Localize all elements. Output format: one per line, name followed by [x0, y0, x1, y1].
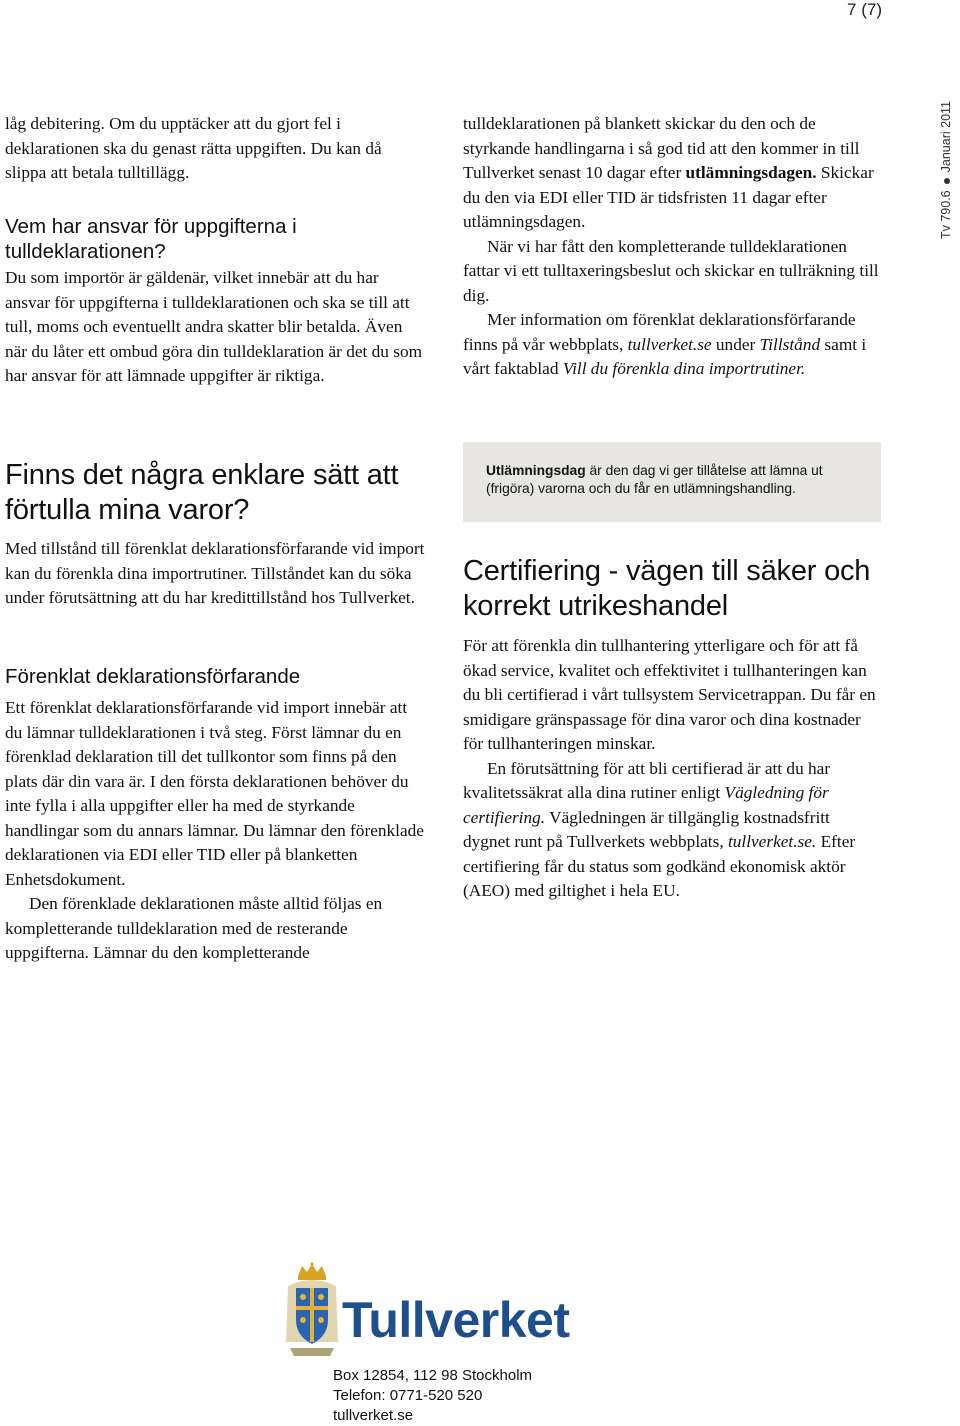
- document-date: Januari 2011: [939, 101, 953, 173]
- certification-paragraph-1: För att förenkla din tullhantering ytterligare och för att få ökad service, kvalitet och effektivitet i tullhanteringen kan du bli certifierad i vårt tullsystem Servicetrappan. Du får en smidigare gränspassage för dina varor och dina kostnader för tullhanteringen minskar.: [463, 636, 876, 753]
- document-code: Tv 790.6: [939, 190, 953, 239]
- website-url[interactable]: tullverket.se: [333, 1407, 414, 1424]
- simplified-paragraph-1: Ett förenklat deklarationsförfarande vid import innebär att du lämnar tulldeklarationen i två steg. Först lämnar du en förenklad deklaration till det tullkontor som finns på den plats där din vara är. I den första deklarationen behöver du inte fylla i alla uppgifter eller ha med de styrkande handlingar som du annars lämnar. Du lämnar den förenklade deklarationen via EDI eller TID eller på blanketten Enhetsdokument.: [5, 698, 424, 889]
- separator-dot-icon: [944, 178, 950, 184]
- postal-address: Box 12854, 112 98 Stockholm: [333, 1367, 533, 1384]
- simpler-paragraph: Med tillstånd till förenklat deklarationsförfarande vid import kan du förenkla dina importrutiner. Tillståndet kan du söka under förutsättning att du har kredittillstånd hos Tullverket.: [5, 539, 425, 607]
- more-info-paragraph: Mer information om förenklat deklarationsförfarande finns på vår webbplats, tullverket.se under Tillstånd samt i vårt faktablad Vill du förenkla dina importrutiner.: [463, 310, 867, 378]
- simplified-section: [5, 664, 425, 966]
- definition-text: är den dag vi ger tillåtelse att lämna ut (frigöra) varorna och du får en utlämningshandling.: [486, 463, 823, 496]
- coat-of-arms-icon: [282, 1262, 342, 1362]
- definition-box: [463, 442, 881, 522]
- phone-number: Telefon: 0771-520 520: [333, 1387, 483, 1404]
- continuation-paragraph: tulldeklarationen på blankett skickar du den och de styrkande handlingarna i så god tid att den kommer in till Tullverket senast 10 dagar efter utlämningsdagen. Skickar du den via EDI eller TID är tidsfristen 11 dagar efter utlämningsdagen.: [463, 114, 874, 231]
- logo-wordmark: Tullverket: [342, 1292, 570, 1348]
- document-reference: [939, 101, 953, 239]
- certification-section: [463, 554, 881, 904]
- tullverket-logo: [282, 1262, 602, 1362]
- certification-paragraph-2: En förutsättning för att bli certifierad är att du har kvalitetssäkrat alla dina rutiner enligt Vägledning för certifiering. Vägledningen är tillgänglig kostnadsfritt dygnet runt på Tullverkets webbplats, tullverket.se. Efter certifiering får du status som godkänd ekonomisk aktör (AEO) med giltighet i hela EU.: [463, 758, 856, 900]
- decision-paragraph: När vi har fått den kompletterande tulldeklarationen fattar vi ett tulltaxeringsbeslut och skickar en tullräkning till dig.: [463, 236, 879, 305]
- responsibility-paragraph: Du som importör är gäldenär, vilket innebär att du har ansvar för uppgifterna i tulldeklarationen och ska se till att tull, moms och eventuellt andra skatter blir betalda. Även när du låter ett ombud göra din tulldeklaration är det du som har ansvar för att lämnade uppgifter är riktiga.: [5, 268, 423, 385]
- left-column: [5, 112, 425, 186]
- definition-term: Utlämningsdag: [486, 463, 586, 478]
- right-column-top: [463, 112, 881, 382]
- page-number: 7 (7): [847, 0, 882, 19]
- certification-heading: Certifiering - vägen till säker och korrekt utrikeshandel: [463, 555, 871, 622]
- website-link[interactable]: tullverket.se: [627, 334, 712, 354]
- contact-address: [333, 1366, 593, 1426]
- simpler-section: [5, 458, 425, 611]
- responsibility-section: [5, 214, 425, 389]
- simplified-paragraph-2: Den förenklade deklarationen måste alltid följas en kompletterande tulldeklaration med de resterande uppgifterna. Lämnar du den kompletterande: [5, 894, 383, 962]
- responsibility-heading: Vem har ansvar för uppgifterna i tulldeklarationen?: [5, 215, 297, 263]
- website-link-2[interactable]: tullverket.se.: [727, 832, 817, 851]
- simplified-heading: Förenklat deklarationsförfarande: [5, 665, 301, 688]
- simpler-heading: Finns det några enklare sätt att förtulla mina varor?: [5, 459, 399, 526]
- intro-paragraph: låg debitering. Om du upptäcker att du gjort fel i deklarationen ska du genast rätta uppgiften. Du kan då slippa att betala tulltillägg.: [5, 114, 382, 182]
